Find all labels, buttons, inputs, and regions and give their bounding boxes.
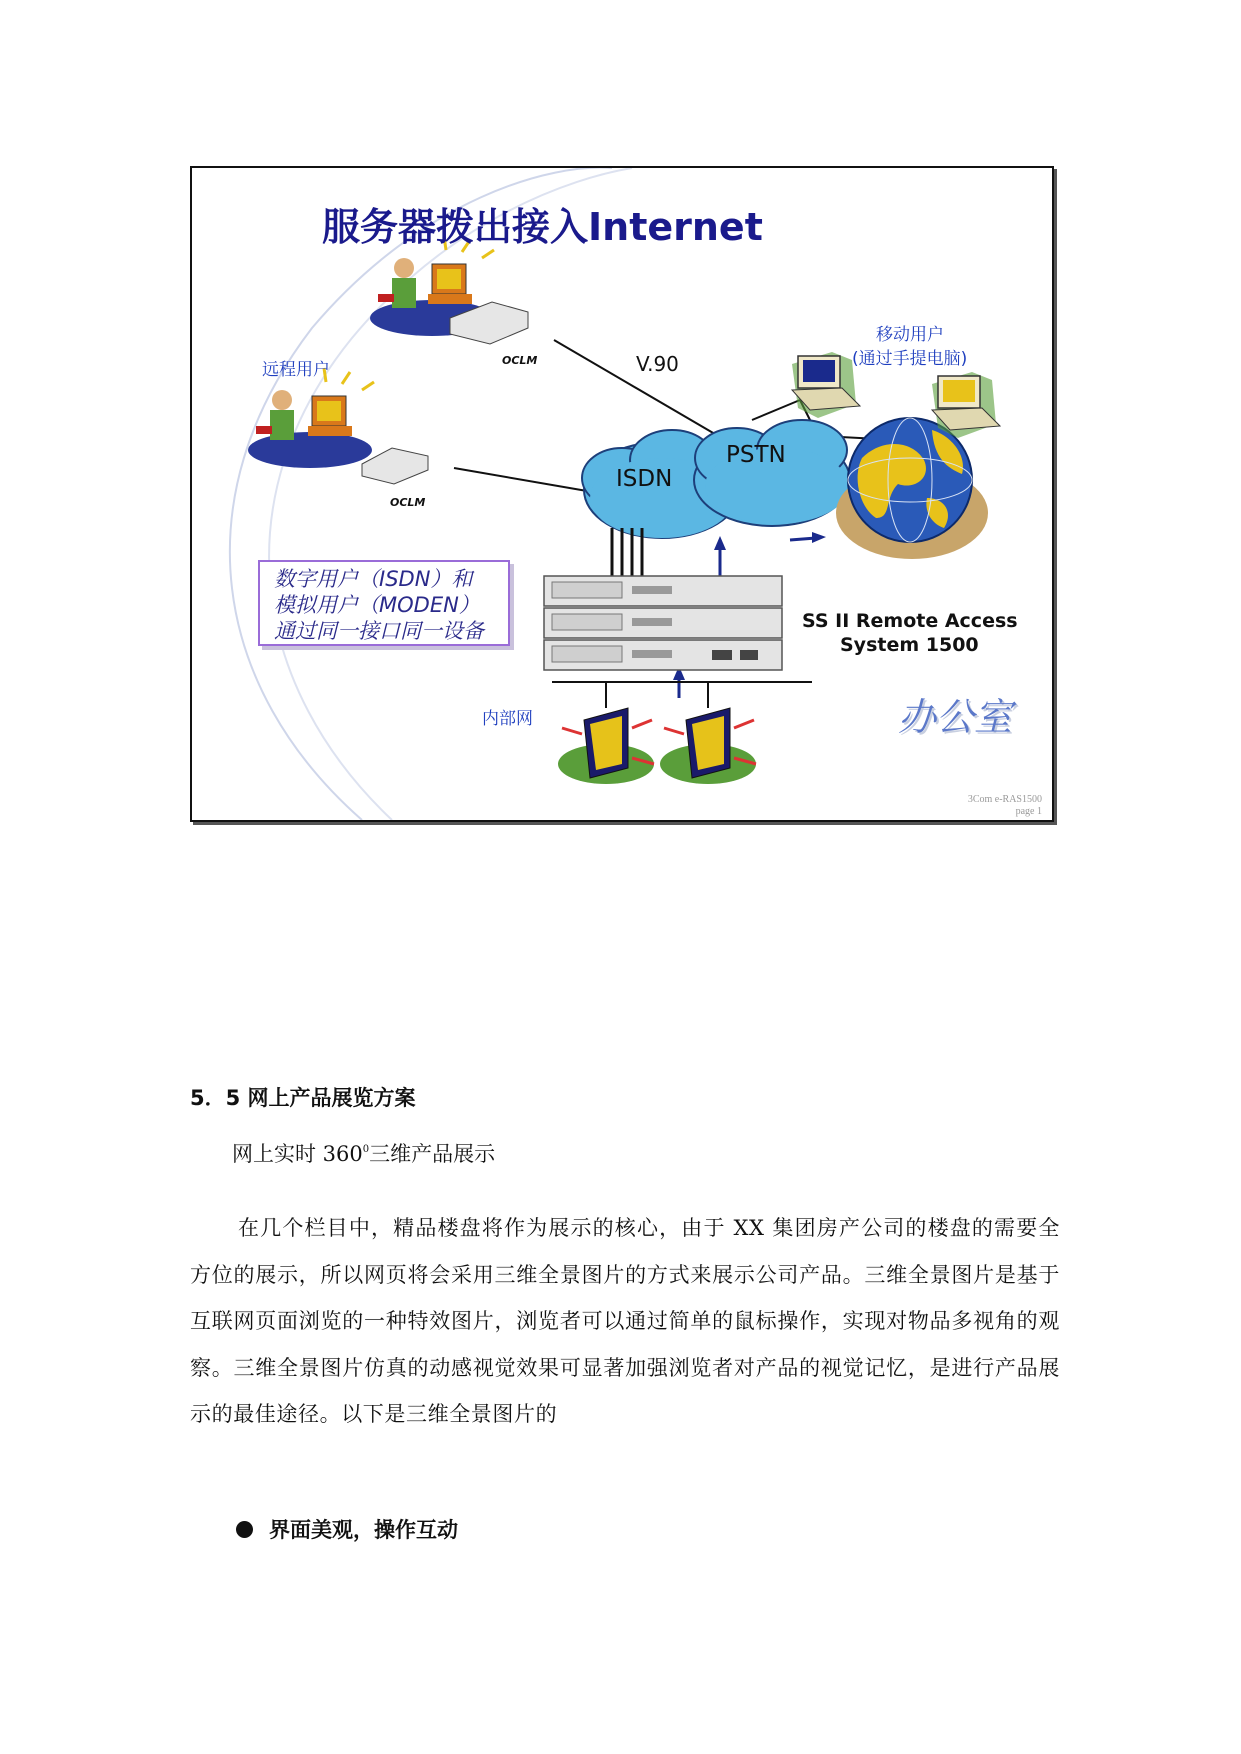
section-subtitle xyxy=(232,1138,1102,1168)
pstn-cloud xyxy=(694,420,850,526)
bullet-item xyxy=(236,1514,1106,1544)
laptop-icon xyxy=(792,352,860,418)
diagram-title: 服务器拨出接入Internet xyxy=(322,205,763,249)
right-arrow-icon xyxy=(790,532,826,543)
remote-user-icon xyxy=(370,236,528,344)
internet-globe-icon xyxy=(836,418,988,559)
slide-footer xyxy=(968,794,1042,818)
mobile-users-note: (通过手提电脑) xyxy=(852,349,968,369)
bullet-dot-icon xyxy=(236,1521,253,1538)
subtitle-text: 网上实时 360 xyxy=(232,1142,363,1166)
product-model: System 1500 xyxy=(840,634,979,656)
intranet-label: 内部网 xyxy=(482,709,533,729)
degree-superscript: 0 xyxy=(362,1144,370,1155)
bullet-text: 界面美观，操作互动 xyxy=(269,1518,458,1542)
modem-label: OCLM xyxy=(502,354,538,367)
subtitle-text-rest: 三维产品展示 xyxy=(369,1142,496,1166)
network-diagram-figure xyxy=(190,166,1054,822)
body-paragraph: 在几个栏目中，精品楼盘将作为展示的核心，由于 XX 集团房产公司的楼盘的需要全方位的展示，所以网页将会采用三维全景图片的方式来展示公司产品。三维全景图片是基于互联网页面浏览的一种特效图片，浏览者可以通过简单的鼠标操作，实现对物品多视角的观察。三维全景图片仿真的动感视觉效果可显著加强浏览者对产品的视觉记忆，是进行产品展示的最佳途径。以下是三维全景图片的 xyxy=(190,1216,1060,1426)
footer-page: page 1 xyxy=(1015,806,1042,817)
link-line xyxy=(752,400,800,420)
note-line: 通过同一接口同一设备 xyxy=(274,619,484,643)
footer-source: 3Com e-RAS1500 xyxy=(967,794,1042,805)
note-line: 数字用户（ISDN）和 xyxy=(274,567,473,591)
note-box xyxy=(258,560,510,646)
up-arrow-icon xyxy=(714,536,726,576)
link-line xyxy=(454,468,587,491)
isdn-label: ISDN xyxy=(616,466,673,492)
decorative-arc xyxy=(230,168,612,820)
office-label: 办公室 xyxy=(898,695,1013,739)
note-line: 模拟用户（MODEN） xyxy=(274,593,480,617)
remote-users-label: 远程用户 xyxy=(262,360,330,380)
product-name: SS II Remote Access xyxy=(802,610,1018,632)
server-icon xyxy=(660,708,756,784)
v90-label: V.90 xyxy=(636,352,679,376)
laptop-icon xyxy=(932,372,1000,438)
section-heading: 5．5 网上产品展览方案 xyxy=(190,1086,416,1110)
pstn-label: PSTN xyxy=(726,442,786,468)
server-icon xyxy=(558,708,654,784)
access-server-rack xyxy=(544,576,782,670)
mobile-users-label: 移动用户 xyxy=(876,325,944,345)
modem-label: OCLM xyxy=(390,496,426,509)
